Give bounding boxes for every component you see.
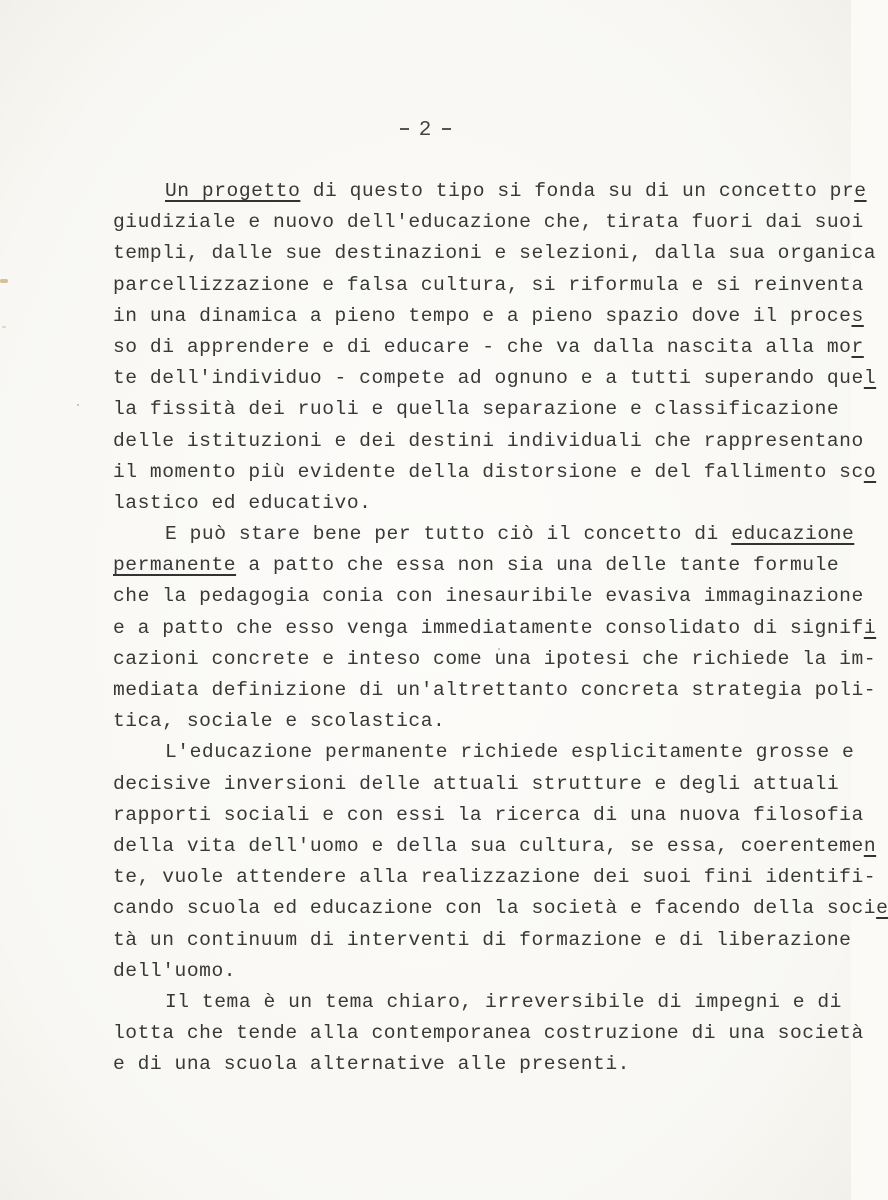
- text-segment: a patto che essa non sia una delle tante formule: [236, 554, 840, 577]
- text-line: [113, 1018, 864, 1049]
- underlined-text: r: [851, 335, 864, 358]
- text-segment: dell'uomo.: [113, 959, 237, 982]
- text-line: [113, 488, 793, 519]
- text-line: [113, 394, 840, 425]
- text-line: [113, 737, 855, 768]
- text-line: [113, 457, 877, 488]
- text-segment: che la pedagogia conia con inesauribile evasiva immaginazione: [113, 585, 864, 608]
- paragraph: [113, 176, 877, 519]
- text-line: [113, 238, 877, 269]
- text-segment: so di apprendere e di educare - che va dalla nascita alla mo: [113, 335, 852, 358]
- text-line: [113, 363, 877, 394]
- text-segment: te dell'individuo - compete ad ognuno e a tutti superando que: [113, 367, 864, 390]
- underlined-text: Un progetto: [165, 180, 301, 202]
- text-segment: cando scuola ed educazione con la società e facendo della soci: [113, 897, 877, 920]
- paper-speck: [77, 404, 79, 406]
- text-line: [113, 831, 877, 862]
- text-line: [113, 769, 840, 800]
- underlined-text: educazione: [731, 523, 855, 546]
- paragraph: [113, 987, 864, 1081]
- text-segment: lastico ed educativo.: [113, 491, 372, 514]
- text-segment: lotta che tende alla contemporanea costruzione di una società: [113, 1022, 864, 1045]
- margin-stain-mark: [2, 326, 6, 328]
- underlined-text: permanente: [113, 554, 237, 577]
- text-segment: tica, sociale e scolastica.: [113, 710, 446, 733]
- dash-right: [442, 128, 451, 130]
- page-number-value: 2: [418, 119, 433, 142]
- underlined-text: o: [863, 460, 877, 483]
- text-line: [113, 987, 842, 1018]
- text-line: [113, 332, 864, 363]
- text-line: [113, 270, 864, 301]
- text-segment: parcellizzazione e falsa cultura, si riformula e si reinventa: [113, 273, 864, 296]
- text-line: [113, 301, 864, 332]
- text-segment: della vita dell'uomo e della sua cultura, se essa, coerenteme: [113, 834, 864, 857]
- underlined-text: s: [851, 304, 864, 327]
- paragraph: [113, 519, 877, 737]
- underlined-text: l: [863, 367, 877, 390]
- text-segment: te, vuole attendere alla realizzazione dei suoi fini identifi-: [113, 866, 877, 889]
- text-segment: la fissità dei ruoli e quella separazione e classificazione: [113, 398, 840, 421]
- text-line: [113, 925, 852, 956]
- text-segment: decisive inversioni delle attuali strutture e degli attuali: [113, 772, 840, 795]
- text-segment: templi, dalle sue destinazioni e selezioni, dalla sua organica: [113, 242, 877, 265]
- text-segment: in una dinamica a pieno tempo e a pieno spazio dove il proce: [113, 304, 852, 327]
- text-segment: giudiziale e nuovo dell'educazione che, tirata fuori dai suoi: [113, 211, 864, 234]
- text-line: [113, 1049, 793, 1080]
- page-number: [0, 119, 851, 142]
- dash-left: [400, 128, 409, 130]
- text-segment: il momento più evidente della distorsione e del fallimento sc: [113, 460, 864, 483]
- text-segment: e di una scuola alternative alle presenti.: [113, 1053, 630, 1076]
- text-line: [113, 644, 877, 675]
- text-line: [113, 862, 877, 893]
- text-line: [113, 613, 877, 644]
- text-segment: L'educazione permanente richiede esplicitamente grosse e: [165, 741, 855, 764]
- text-line: [113, 176, 867, 207]
- text-segment: tà un continuum di interventi di formazione e di liberazione: [113, 928, 852, 951]
- text-line: [113, 956, 793, 987]
- underlined-text: i: [863, 616, 877, 639]
- text-line: [113, 550, 840, 581]
- text-segment: di questo tipo si fonda su di un concetto pr: [300, 180, 855, 202]
- text-segment: rapporti sociali e con essi la ricerca di una nuova filosofia: [113, 803, 864, 826]
- text-segment: Il tema è un tema chiaro, irreversibile di impegni e di: [165, 990, 842, 1013]
- text-segment: delle istituzioni e dei destini individuali che rappresentano: [113, 429, 864, 452]
- text-line: [113, 581, 864, 612]
- body-text: [113, 176, 888, 1080]
- text-line: [113, 800, 864, 831]
- text-line: [113, 426, 864, 457]
- text-segment: e a patto che esso venga immediatamente consolidato di signif: [113, 616, 864, 639]
- text-line: [113, 675, 877, 706]
- text-segment: cazioni concrete e inteso come una ipotesi che richiede la im-: [113, 647, 877, 670]
- text-line: [113, 519, 855, 550]
- text-segment: E può stare bene per tutto ciò il concetto di: [165, 523, 732, 546]
- underlined-text: n: [863, 834, 877, 857]
- text-line: [113, 706, 793, 737]
- paragraph: [113, 737, 888, 987]
- text-segment: mediata definizione di un'altrettanto concreta strategia poli-: [113, 679, 877, 701]
- margin-stain-mark: [0, 279, 8, 283]
- underlined-text: e: [854, 180, 867, 202]
- text-line: [113, 893, 888, 924]
- text-line: [113, 207, 864, 238]
- underlined-text: e: [876, 897, 888, 920]
